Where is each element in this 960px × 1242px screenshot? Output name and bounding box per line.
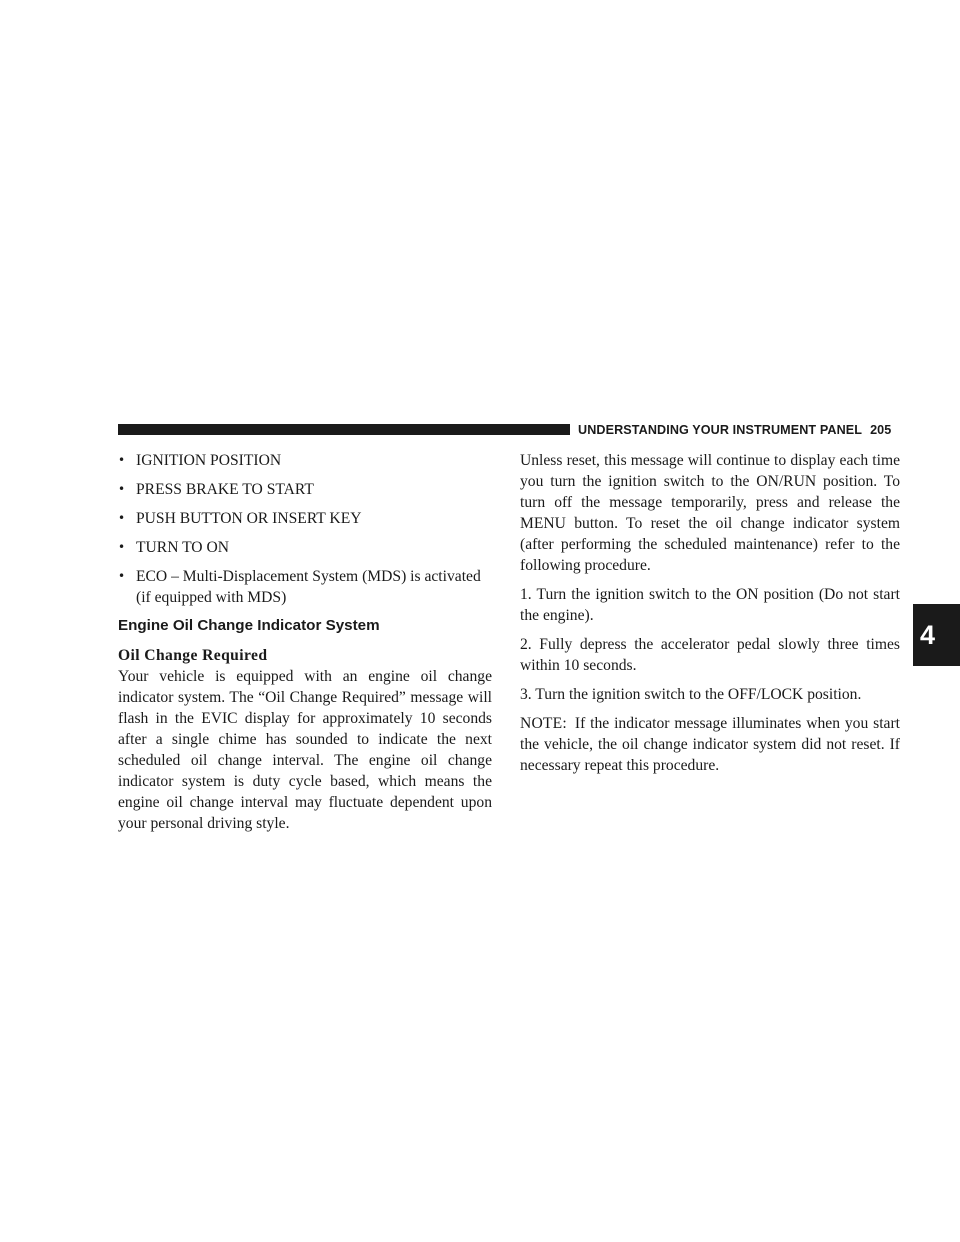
body-paragraph: Your vehicle is equipped with an engine oil change indicator system. The “Oil Change Required” message will flash in the EVIC display for approximately 10 seconds after a single chime has sounded to indicate the next scheduled oil change interval. The engine oil change indicator system is duty cycle based, which means the engine oil change interval may fluctuate dependent upon your personal driving style. [118, 668, 492, 832]
note-label: NOTE: [520, 715, 567, 732]
bullet-icon: • [118, 540, 126, 554]
list-item-text: TURN TO ON [136, 539, 229, 556]
list-item [118, 566, 492, 608]
chapter-tab: 4 [913, 604, 960, 666]
bullet-icon: • [118, 453, 126, 467]
header-title: UNDERSTANDING YOUR INSTRUMENT PANEL [578, 423, 863, 437]
bullet-icon: • [118, 569, 126, 583]
running-header [578, 421, 891, 439]
bullet-icon: • [118, 511, 126, 525]
list-item-text: ECO – Multi-Displacement System (MDS) is activated (if equipped with MDS) [136, 568, 481, 606]
list-item [118, 537, 492, 558]
list-item-text: PRESS BRAKE TO START [136, 481, 314, 498]
left-column [118, 450, 492, 842]
procedure-step: 1. Turn the ignition switch to the ON position (Do not start the engine). [520, 586, 900, 624]
section-title: Engine Oil Change Indicator System [118, 617, 380, 634]
list-item-text: PUSH BUTTON OR INSERT KEY [136, 510, 362, 527]
list-item [118, 450, 492, 471]
right-column [520, 450, 900, 784]
intro-paragraph: Unless reset, this message will continue to display each time you turn the ignition switch to the ON/RUN position. To turn off the message temporarily, press and release the MENU button. To reset the oil change indicator system (after performing the scheduled maintenance) refer to the following procedure. [520, 452, 900, 574]
page-number: 205 [870, 423, 892, 437]
note-paragraph [520, 713, 900, 776]
list-item [118, 479, 492, 500]
procedure-step: 3. Turn the ignition switch to the OFF/LOCK position. [520, 686, 862, 703]
list-item [118, 508, 492, 529]
note-text: If the indicator message illuminates when you start the vehicle, the oil change indicator system did not reset. If necessary repeat this procedure. [520, 715, 900, 774]
header-rule [118, 424, 570, 435]
list-item-text: IGNITION POSITION [136, 452, 282, 469]
subheading: Oil Change Required [118, 647, 268, 664]
bullet-icon: • [118, 482, 126, 496]
procedure-step: 2. Fully depress the accelerator pedal slowly three times within 10 seconds. [520, 636, 900, 674]
